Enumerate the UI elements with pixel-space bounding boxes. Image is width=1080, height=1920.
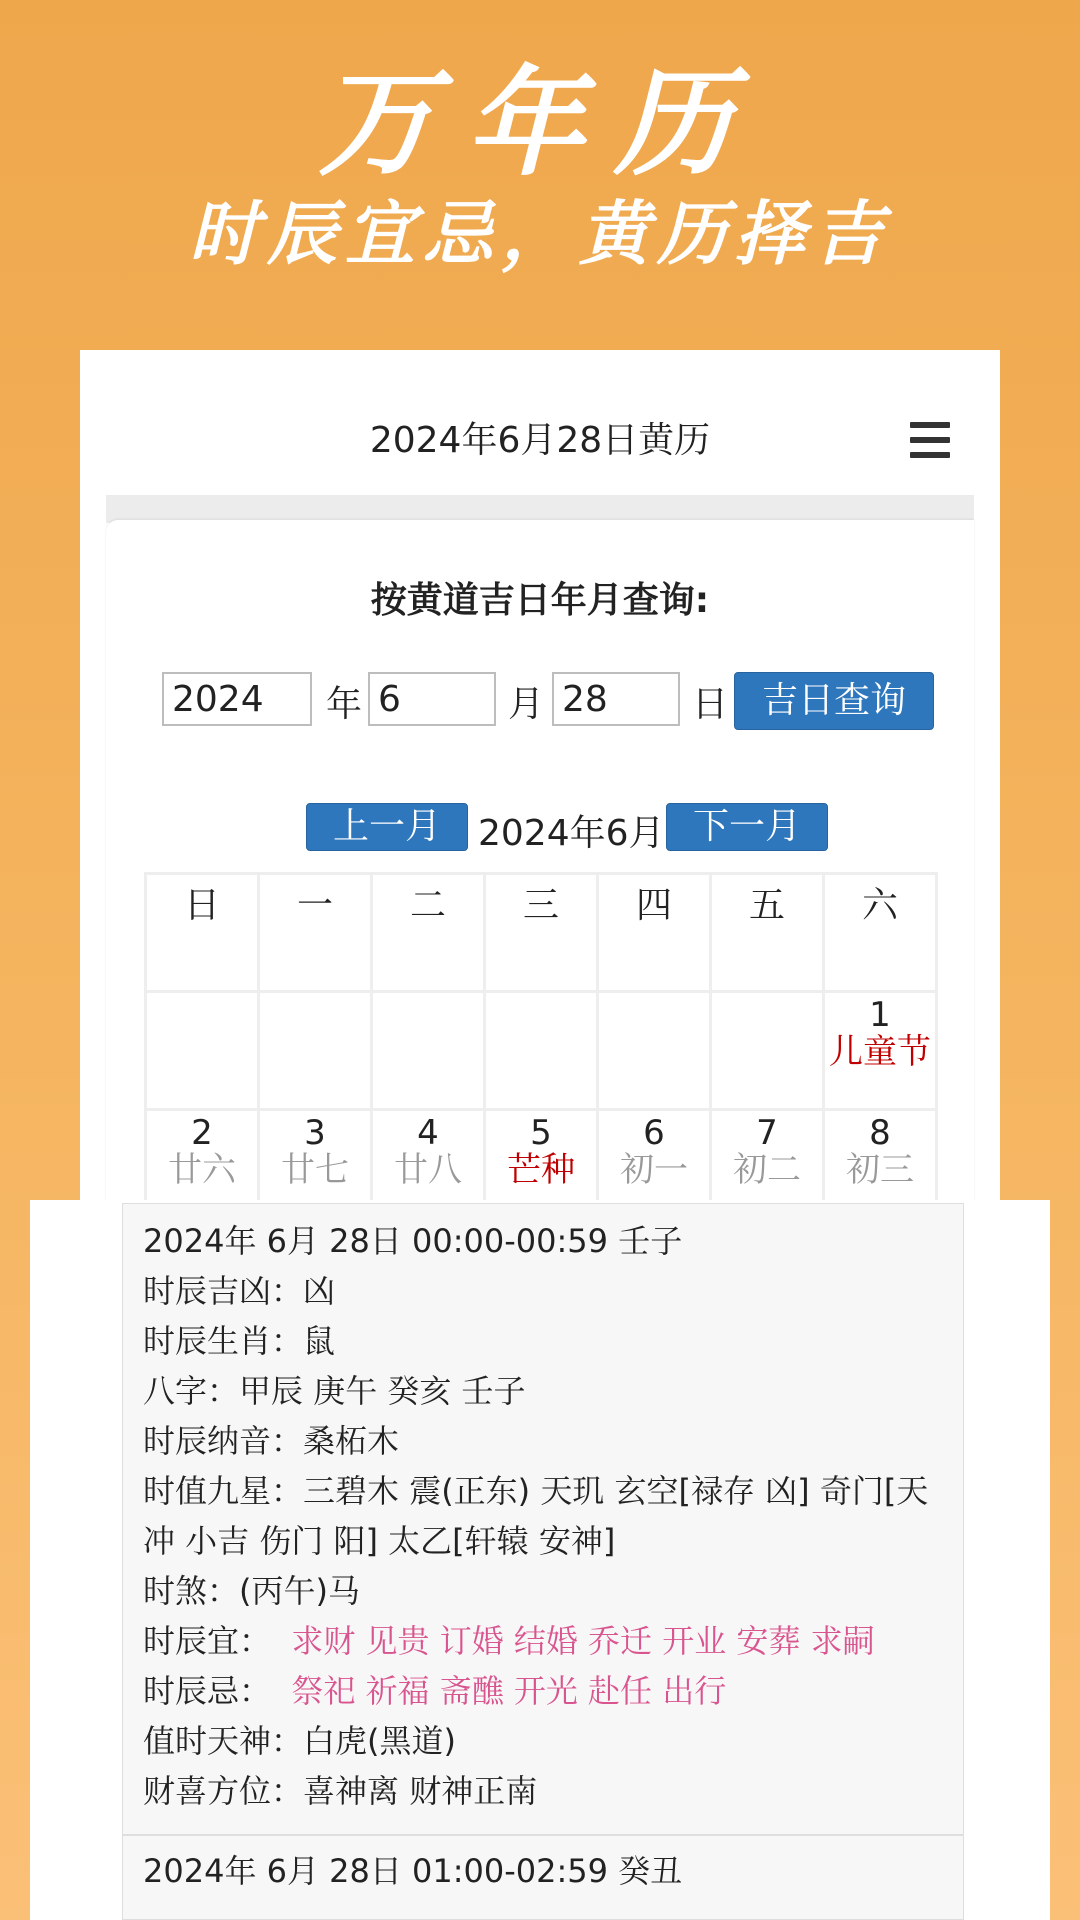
nayin-label: 时辰纳音： bbox=[143, 1422, 304, 1460]
calendar-empty-cell bbox=[485, 992, 598, 1110]
yi-row bbox=[143, 1616, 945, 1666]
hero-title: 万年历 bbox=[317, 53, 762, 192]
calendar-empty-cell bbox=[372, 992, 485, 1110]
calendar-day-cell[interactable] bbox=[824, 992, 937, 1110]
day-number: 3 bbox=[304, 1113, 326, 1153]
month-navigation bbox=[106, 803, 974, 853]
calendar-empty-cell bbox=[259, 992, 372, 1110]
weekday-tue: 二 bbox=[372, 874, 485, 992]
ji-label: 时辰忌： bbox=[143, 1672, 272, 1710]
day-label: 日 bbox=[692, 684, 729, 725]
hour-heading: 2024年 6月 28日 00:00-00:59 壬子 bbox=[143, 1222, 683, 1260]
festival-label: 儿童节 bbox=[829, 1032, 931, 1072]
calendar-empty-cell bbox=[711, 992, 824, 1110]
bazi-row bbox=[143, 1366, 945, 1416]
weekday-sat: 六 bbox=[824, 874, 937, 992]
weekday-header-row bbox=[146, 874, 937, 992]
day-number: 5 bbox=[530, 1113, 552, 1153]
current-month-label: 2024年6月 bbox=[478, 813, 665, 854]
day-number: 8 bbox=[869, 1113, 891, 1153]
lunar-date-label: 廿八 bbox=[394, 1150, 462, 1190]
hour-shengxiao-value: 鼠 bbox=[303, 1322, 336, 1360]
jiuxing-row bbox=[143, 1466, 945, 1566]
month-label: 月 bbox=[508, 684, 545, 725]
tianshen-row bbox=[143, 1716, 945, 1766]
nayin-row bbox=[143, 1416, 945, 1466]
hour-jixiong-row bbox=[143, 1266, 945, 1316]
day-number: 2 bbox=[191, 1113, 213, 1153]
calendar-grid bbox=[144, 872, 938, 1229]
month-input[interactable] bbox=[368, 672, 496, 726]
year-label: 年 bbox=[326, 684, 363, 725]
caixi-value: 喜神离 财神正南 bbox=[303, 1772, 538, 1810]
tianshen-label: 值时天神： bbox=[143, 1722, 304, 1760]
day-input[interactable] bbox=[552, 672, 680, 726]
sha-label: 时煞： bbox=[143, 1572, 240, 1610]
lunar-date-label: 初三 bbox=[846, 1150, 914, 1190]
lunar-date-label: 初一 bbox=[620, 1150, 688, 1190]
caixi-row bbox=[143, 1766, 945, 1816]
day-number: 6 bbox=[643, 1113, 665, 1153]
hamburger-menu-icon[interactable] bbox=[910, 422, 950, 458]
hour-jixiong-label: 时辰吉凶： bbox=[143, 1272, 304, 1310]
tianshen-value: 白虎(黑道) bbox=[303, 1722, 456, 1760]
calendar-empty-cell bbox=[146, 992, 259, 1110]
lunar-date-label: 廿六 bbox=[168, 1150, 236, 1190]
hour-detail-panel bbox=[122, 1203, 964, 1920]
lunar-date-label: 初二 bbox=[733, 1150, 801, 1190]
ji-row bbox=[143, 1666, 945, 1716]
hour-shengxiao-label: 时辰生肖： bbox=[143, 1322, 304, 1360]
query-panel bbox=[106, 520, 974, 1210]
hour-jixiong-value: 凶 bbox=[303, 1272, 336, 1310]
bazi-value: 甲辰 庚午 癸亥 壬子 bbox=[239, 1372, 526, 1410]
weekday-fri: 五 bbox=[711, 874, 824, 992]
yi-label: 时辰宜： bbox=[143, 1622, 272, 1660]
weekday-sun: 日 bbox=[146, 874, 259, 992]
sha-row bbox=[143, 1566, 945, 1616]
page-title: 2024年6月28日黄历 bbox=[369, 420, 711, 461]
day-number: 1 bbox=[869, 995, 891, 1035]
lunar-date-label: 廿七 bbox=[281, 1150, 349, 1190]
prev-month-button[interactable]: 上一月 bbox=[306, 803, 468, 851]
calendar-card bbox=[80, 350, 1000, 1210]
calendar-week-row bbox=[146, 992, 937, 1110]
day-number: 7 bbox=[756, 1113, 778, 1153]
caixi-label: 财喜方位： bbox=[143, 1772, 304, 1810]
yi-value: 求财 见贵 订婚 结婚 乔迁 开业 安葬 求嗣 bbox=[291, 1622, 875, 1660]
hero-subtitle: 时辰宜忌，黄历择吉 bbox=[189, 192, 891, 275]
query-title: 按黄道吉日年月查询: bbox=[370, 580, 710, 621]
weekday-wed: 三 bbox=[485, 874, 598, 992]
hour-shengxiao-row bbox=[143, 1316, 945, 1366]
lucky-day-search-button[interactable]: 吉日查询 bbox=[734, 672, 934, 730]
bazi-label: 八字： bbox=[143, 1372, 240, 1410]
calendar-empty-cell bbox=[598, 992, 711, 1110]
next-hour-heading: 2024年 6月 28日 01:00-02:59 癸丑 bbox=[143, 1852, 683, 1890]
weekday-mon: 一 bbox=[259, 874, 372, 992]
next-month-button[interactable]: 下一月 bbox=[666, 803, 828, 851]
sha-value: (丙午)马 bbox=[239, 1572, 360, 1610]
nayin-value: 桑柘木 bbox=[303, 1422, 400, 1460]
day-number: 4 bbox=[417, 1113, 439, 1153]
ji-value: 祭祀 祈福 斋醮 开光 赴任 出行 bbox=[291, 1672, 727, 1710]
year-input[interactable] bbox=[162, 672, 312, 726]
jiuxing-label: 时值九星： bbox=[143, 1472, 304, 1510]
solar-term-label: 芒种 bbox=[507, 1150, 575, 1190]
weekday-thu: 四 bbox=[598, 874, 711, 992]
jiuxing-value: 三碧木 震(正东) 天玑 玄空[禄存 凶] 奇门[天冲 小吉 伤门 阳] 太乙[轩辕 安神] bbox=[143, 1472, 929, 1560]
divider-strip bbox=[106, 495, 974, 523]
